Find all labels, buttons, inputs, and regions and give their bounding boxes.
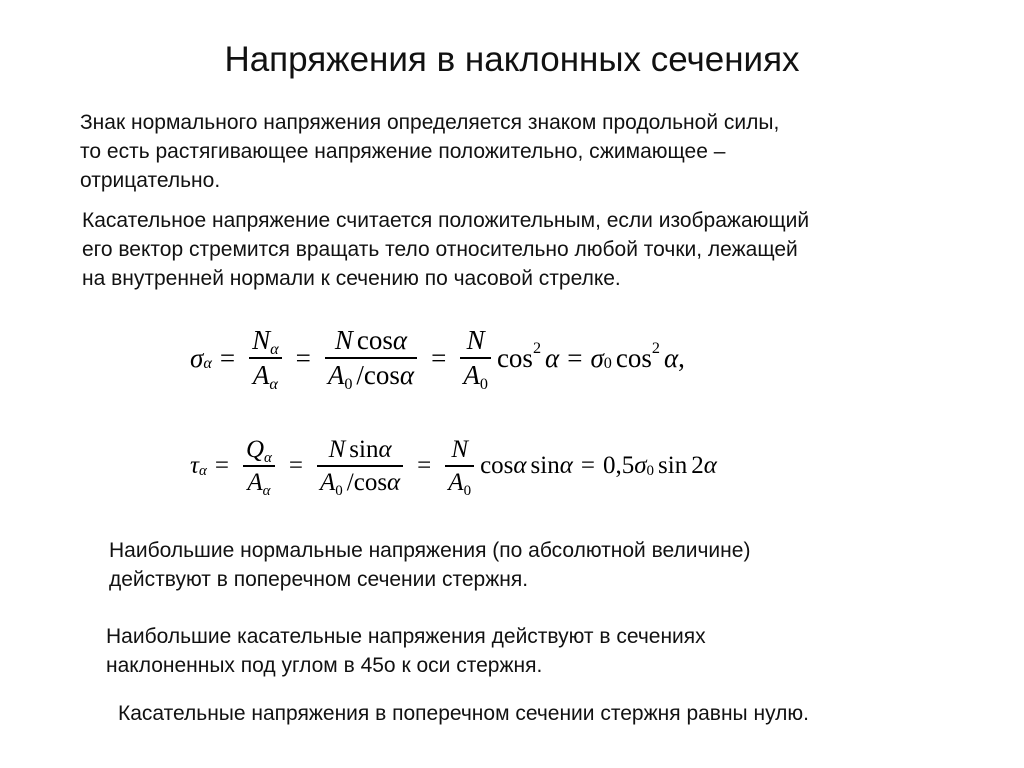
denominator [460,359,491,393]
function-cos: cos [615,342,652,373]
symbol-q: Q [245,436,264,463]
coefficient: 0,5 [602,452,635,479]
subscript-zero: 0 [335,483,343,499]
paragraph-line: то есть растягивающее напряжение положительно, сжимающее – [80,140,726,163]
symbol-n: N [466,324,485,355]
equals-sign: = [417,452,432,479]
symbol-a: A [463,359,480,390]
formula-shear-stress [190,424,717,508]
symbol-a: A [319,468,336,496]
paragraph-line: Касательные напряжения в поперечном сечении стержня равны нулю. [118,702,809,725]
equals-sign: = [288,452,303,479]
equals-sign: = [580,452,595,479]
numerator [243,434,275,465]
numerator [332,324,410,358]
paragraph-line: на внутренней нормали к сечению по часовой стрелке. [82,267,621,290]
symbol-alpha: α [513,452,527,479]
symbol-alpha: α [378,436,392,463]
denominator [325,359,417,393]
formula-normal-stress [190,312,685,404]
fraction-q-alpha-over-a-alpha [243,434,275,498]
fraction-n-over-a0 [445,434,474,498]
symbol-a: A [247,468,263,496]
paragraph-shear-stress-sign [82,206,809,293]
fraction-nsin-over-a0-cos [317,434,403,498]
function-cos: cos [363,359,400,390]
paragraph-line: Знак нормального напряжения определяется знаком продольной силы, [80,111,780,134]
subscript-zero: 0 [463,483,472,499]
superscript-two: 2 [532,338,542,357]
equals-sign: = [567,342,583,373]
symbol-alpha: α [387,468,401,496]
function-cos: cos [496,342,533,373]
symbol-alpha: α [545,342,560,373]
function-sin: sin [349,436,379,463]
paragraph-zero-shear-cross-section [118,699,809,728]
symbol-alpha: α [399,359,415,390]
slash: / [356,359,364,390]
paragraph-line: действуют в поперечном сечении стержня. [109,568,529,591]
paragraph-line: отрицательно. [80,169,221,192]
equals-sign: = [214,452,229,479]
fraction-n-over-a0 [460,324,491,393]
symbol-sigma: σ [634,452,647,479]
symbol-sigma: σ [590,342,604,373]
symbol-n: N [328,436,346,463]
paragraph-max-normal-stress [109,536,750,594]
paragraph-line: Касательное напряжение считается положительным, если изображающий [82,209,810,232]
symbol-n: N [334,324,353,355]
subscript-zero: 0 [603,354,612,373]
function-sin: sin [658,452,688,479]
symbol-sigma: σ [190,342,204,373]
paragraph-normal-stress-sign [80,108,779,195]
symbol-alpha: α [392,324,408,355]
equals-sign: = [431,342,447,373]
function-cos: cos [480,452,514,479]
subscript-alpha: α [262,483,271,499]
numerator [464,324,488,358]
equals-sign: = [295,342,311,373]
symbol-a: A [252,359,270,390]
subscript-zero: 0 [646,462,655,479]
symbol-alpha: α [559,452,573,479]
paragraph-line: наклоненных под углом в 45о к оси стержня. [106,654,543,677]
paragraph-line: Наибольшие нормальные напряжения (по абсолютной величине) [109,539,751,562]
symbol-alpha: α [703,452,717,479]
symbol-a: A [327,359,345,390]
denominator [317,467,403,498]
subscript-alpha: α [269,375,278,394]
superscript-two: 2 [651,338,660,357]
slash: / [346,468,354,496]
symbol-tau: τ [190,452,199,479]
number-two: 2 [691,452,704,479]
function-cos: cos [356,324,393,355]
subscript-zero: 0 [344,375,353,394]
subscript-alpha: α [270,340,279,359]
subscript-zero: 0 [479,375,488,394]
paragraph-max-shear-stress [106,622,706,680]
subscript-alpha: α [264,450,272,467]
numerator [448,434,471,465]
numerator [326,434,395,465]
denominator [250,359,281,393]
paragraph-line: его вектор стремится вращать тело относительно любой точки, лежащей [82,238,798,261]
denominator [445,467,474,498]
subscript-alpha: α [203,354,212,373]
denominator [244,467,273,498]
symbol-alpha: α [663,342,679,373]
symbol-n: N [451,436,469,463]
comma: , [678,342,685,373]
function-sin: sin [530,452,560,479]
paragraph-line: Наибольшие касательные напряжения действуют в сечениях [106,625,706,648]
fraction-ncos-over-a0-cos [325,324,417,393]
function-cos: cos [353,468,388,496]
symbol-a: A [448,468,464,496]
symbol-n: N [252,324,271,355]
subscript-alpha: α [198,462,207,479]
slide-title: Напряжения в наклонных сечениях [224,40,800,79]
fraction-n-alpha-over-a-alpha [249,324,282,393]
numerator [249,324,282,358]
equals-sign: = [219,342,236,373]
